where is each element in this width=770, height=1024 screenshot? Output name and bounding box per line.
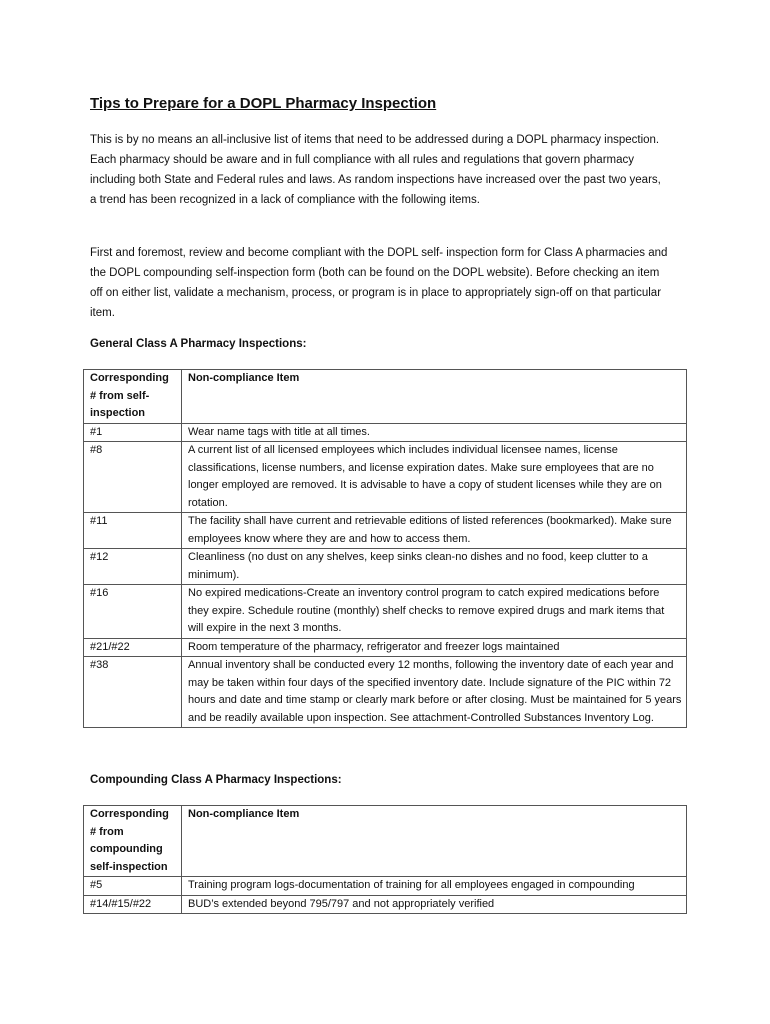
header-non-compliance-item: Non-compliance Item — [182, 370, 687, 424]
table-row — [84, 423, 687, 442]
table-row — [84, 549, 687, 585]
header-corresponding-number: Corresponding # from compounding self-inspection — [84, 806, 182, 877]
document-title: Tips to Prepare for a DOPL Pharmacy Inspection — [90, 95, 437, 112]
row-item: Cleanliness (no dust on any shelves, keep sinks clean-no dishes and no food, keep clutter to a minimum). — [182, 549, 687, 585]
row-item: Wear name tags with title at all times. — [182, 423, 687, 442]
intro-paragraph-2: First and foremost, review and become compliant with the DOPL self- inspection form for Class A pharmacies and the DOPL compounding self-inspection form (both can be found on the DOPL website). Before checking an item off on either list, validate a mechanism, process, or program is in place to appropriately sign-off on that particular item. — [90, 247, 668, 319]
intro-paragraph-1: This is by no means an all-inclusive list of items that need to be addressed during a DOPL pharmacy inspection. Each pharmacy should be aware and in full compliance with all rules and regulations that govern pharmacy including both State and Federal rules and laws. As random inspections have increased over the past two years, a trend has been recognized in a lack of compliance with the following items. — [90, 134, 661, 206]
row-item: A current list of all licensed employees which includes individual licensee names, license classifications, license numbers, and license expiration dates. Make sure employees that are no longer employed are removed. It is advisable to have a copy of student licenses while they are on rotation. — [182, 442, 687, 513]
table-row — [84, 442, 687, 513]
row-number: #16 — [84, 585, 182, 639]
table-row — [84, 638, 687, 657]
table-row — [84, 513, 687, 549]
header-corresponding-number: Corresponding # from self-inspection — [84, 370, 182, 424]
header-non-compliance-item: Non-compliance Item — [182, 806, 687, 877]
row-item: No expired medications-Create an inventory control program to catch expired medications before they expire. Schedule routine (monthly) shelf checks to remove expired drugs and mark items that will expire in the next 3 months. — [182, 585, 687, 639]
row-number: #8 — [84, 442, 182, 513]
table-row — [84, 895, 687, 914]
row-number: #12 — [84, 549, 182, 585]
row-item: Room temperature of the pharmacy, refrigerator and freezer logs maintained — [182, 638, 687, 657]
row-number: #38 — [84, 657, 182, 728]
table-row — [84, 657, 687, 728]
row-number: #5 — [84, 877, 182, 896]
table-header-row — [84, 370, 687, 424]
row-number: #14/#15/#22 — [84, 895, 182, 914]
row-item: BUD’s extended beyond 795/797 and not appropriately verified — [182, 895, 687, 914]
row-item: Annual inventory shall be conducted every 12 months, following the inventory date of each year and may be taken within four days of the specified inventory date. Include signature of the PIC within 72 hours and date and time stamp or clearly mark before or after closing. Must be maintained for 5 years and be readily available upon inspection. See attachment-Controlled Substances Inventory Log. — [182, 657, 687, 728]
row-number: #21/#22 — [84, 638, 182, 657]
general-inspection-table — [83, 369, 687, 728]
row-item: The facility shall have current and retrievable editions of listed references (bookmarked). Make sure employees know where they are and how to access them. — [182, 513, 687, 549]
row-item: Training program logs-documentation of training for all employees engaged in compounding — [182, 877, 687, 896]
compounding-inspection-table — [83, 805, 687, 914]
table-header-row — [84, 806, 687, 877]
table-row — [84, 877, 687, 896]
general-section-heading: General Class A Pharmacy Inspections: — [90, 338, 307, 350]
row-number: #11 — [84, 513, 182, 549]
compounding-section-heading: Compounding Class A Pharmacy Inspections: — [90, 774, 342, 786]
row-number: #1 — [84, 423, 182, 442]
table-row — [84, 585, 687, 639]
